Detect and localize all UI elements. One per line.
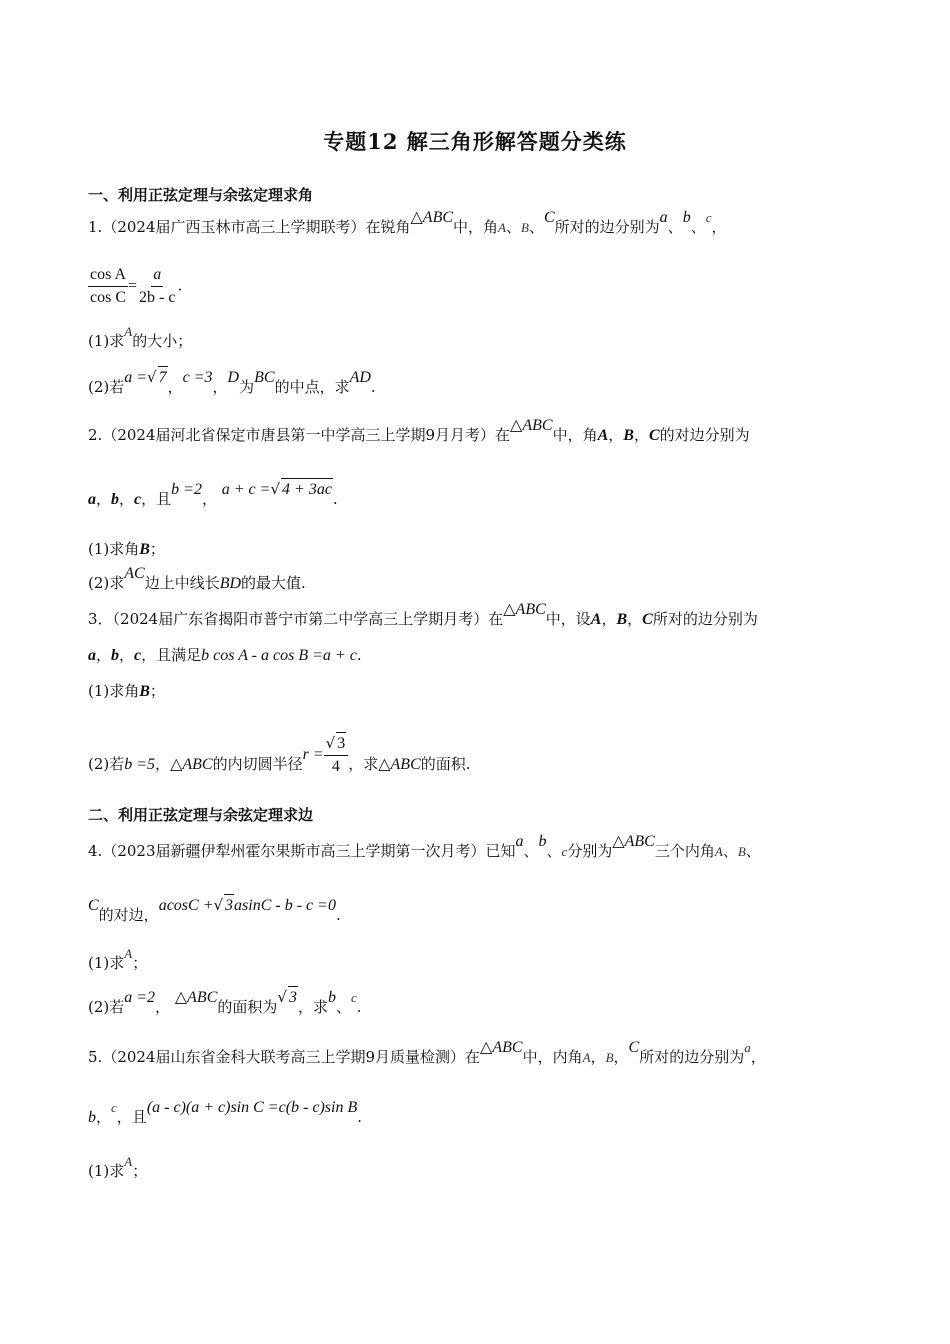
text: 为 [239,378,255,396]
problem-number: 1. [88,218,103,236]
triangle-symbol: △ABC [510,417,553,434]
triangle-symbol: △ABC [174,989,218,1006]
radical-icon: √ [213,896,224,914]
text: 的大小； [132,332,193,350]
math-a-eq: a =2 [124,989,156,1006]
radicand: 3 [288,986,298,1009]
text: 所对的边分别为 [554,218,660,236]
problem-source: （2024届山东省金科大联考高三上学期9月质量检测）在 [102,1048,481,1066]
text: ，且满足 [141,646,202,664]
numerator: a [151,264,163,287]
text: ，求 [348,755,379,773]
var-b: b [88,1109,96,1126]
text: . [357,1108,363,1126]
sqrt-7 [147,369,168,386]
section-heading-1: 一、利用正弦定理与余弦定理求角 [88,186,314,204]
text: 中，设 [545,610,591,628]
problem-number: 5. [88,1048,103,1066]
problem-4-question-1 [88,946,148,975]
problem-source: （2023届新疆伊犁州霍尔果斯市高三上学期第一次月考）已知 [102,842,516,860]
math-c: c =3 [182,369,213,386]
var-C: C [88,897,99,914]
text: . [356,998,362,1016]
text: . [356,646,362,664]
problem-4-condition [88,896,341,927]
sep: ， [201,490,217,508]
denominator: cos C [90,289,126,306]
problem-number: 4. [88,842,103,860]
triangle-symbol: △ABC [480,1039,523,1056]
var-B: B [616,611,628,628]
math-equation: (a - c)(a + c)sin C =c(b - c)sin B [146,1099,358,1116]
text: . [335,906,341,924]
text: 的最大值. [241,574,306,592]
text: 的面积. [420,755,471,773]
sep: 、 [506,218,522,236]
radical-icon: √ [270,480,281,498]
text: . [332,490,338,508]
var-c: c [350,990,357,1005]
math-equation: b cos A - a cos B =a + c [201,647,357,664]
var-C: C [642,611,653,628]
equals-sign: = [128,277,138,295]
radicand: 7 [158,366,168,389]
radical-icon: √ [147,368,157,386]
sep: 、 [523,842,539,860]
sep: ， [155,998,171,1016]
text: (1)求角 [88,540,140,558]
var-c: c [705,210,712,225]
var-c: c [561,844,568,859]
var-B: B [605,1050,614,1065]
var-A: A [597,427,609,444]
math-b-eq: b =5 [124,756,156,773]
sep: ， [119,490,135,508]
problem-5-condition [88,1099,363,1129]
text: ； [132,1162,148,1180]
text: (1)求 [88,1162,125,1180]
var-B: B [737,844,746,859]
sqrt-3 [277,989,298,1006]
math-sum: a + c = [221,481,271,498]
sqrt-3 [213,897,234,914]
fraction-right [137,264,177,309]
problem-2-conditions [88,480,338,511]
text: (1)求 [88,954,125,972]
problem-2-question-2 [88,565,306,595]
var-D: D [227,369,240,386]
problem-2-question-1 [88,538,165,561]
text: (1)求 [88,332,125,350]
triangle-symbol: △ABC [378,756,421,773]
text: (1)求角 [88,682,140,700]
text: 中，角 [552,426,598,444]
var-C: C [543,209,555,226]
problem-3-question-1 [88,680,165,703]
text: (2)求 [88,574,125,592]
sep: ， [590,1048,606,1066]
var-b: b [111,491,120,508]
sep: ， [633,426,649,444]
radicand: 3 [224,894,234,917]
triangle-symbol: △ABC [410,209,454,226]
triangle-symbol: △ABC [503,601,546,618]
sep: ， [155,755,171,773]
fraction-left [88,264,128,309]
math-r: r = [302,746,324,763]
text: ，且 [116,1108,147,1126]
radicand: 4 + 3ac [281,478,333,501]
var-A: A [124,1154,133,1169]
sep: 、 [335,998,351,1016]
text: ，求 [297,998,328,1016]
var-BD: BD [219,575,242,592]
problem-1-question-1 [88,324,193,353]
text: ， [711,218,727,236]
text: 分别为 [567,842,613,860]
text: 的对边， [98,906,159,924]
var-b: b [327,989,336,1006]
text: ； [149,540,165,558]
text: . [177,276,183,295]
sep: 、 [690,218,706,236]
var-c: c [134,647,142,664]
math-right: asinC - b - c =0 [234,897,336,914]
var-C: C [628,1039,640,1056]
var-b: b [682,209,691,226]
sep: ， [119,646,135,664]
problem-1-question-2 [88,368,376,399]
triangle-symbol: △ABC [170,756,213,773]
math-b-eq: b =2 [171,481,202,498]
var-BC: BC [254,369,275,386]
sep: ， [613,1048,629,1066]
var-c: c [134,491,142,508]
problem-3-question-2 [88,734,471,788]
sep: ， [96,1108,112,1126]
sep: 、 [722,842,738,860]
text: 的中点，求 [274,378,350,396]
numerator: cos A [88,264,128,287]
var-b: b [538,833,547,850]
var-c: c [111,1100,117,1115]
sep: 、 [528,218,544,236]
sep: 、 [745,842,761,860]
sep: ， [96,490,112,508]
var-B: B [139,541,150,558]
var-A: A [498,220,506,235]
problem-5-statement [88,1039,766,1069]
sep: ， [750,1048,766,1066]
var-A: A [590,611,602,628]
sep: ， [608,426,624,444]
problem-5-question-1 [88,1154,148,1183]
var-AC: AC [124,565,145,582]
var-A: A [582,1050,591,1065]
problem-number: 3． [88,610,113,628]
text: 的面积为 [217,998,278,1016]
sep: 、 [546,842,562,860]
var-a: a [88,491,96,508]
text: 所对的边分别为 [652,610,758,628]
radical-icon: √ [277,988,287,1006]
var-b: b [111,647,120,664]
text: . [370,378,376,396]
section-heading-2: 二、利用正弦定理与余弦定理求边 [88,806,314,824]
text: ，且 [141,490,172,508]
var-B: B [139,683,150,700]
var-B: B [521,220,529,235]
text: 所对的边分别为 [639,1048,745,1066]
var-B: B [623,427,634,444]
fraction-sqrt3-over-4 [324,732,349,778]
text: 三个内角 [654,842,715,860]
problem-1-equation [88,264,182,309]
denominator: 4 [331,758,340,775]
var-C: C [648,427,660,444]
text: 的对边分别为 [659,426,750,444]
text: 的内切圆半径 [212,755,303,773]
radical-icon: √ [325,734,336,752]
problem-4-question-2 [88,988,362,1019]
sep: ， [601,610,617,628]
var-A: A [714,844,723,859]
problem-1-statement [88,209,727,239]
sep: ， [212,378,228,396]
sep: ， [96,646,112,664]
problem-source: （2024届河北省保定市唐县第一中学高三上学期9月月考）在 [102,426,511,444]
triangle-symbol: △ABC [612,833,655,850]
text: ； [132,954,148,972]
var-a: a [515,833,524,850]
problem-3-conditions [88,644,362,667]
var-a: a [744,1040,751,1055]
text: (2)若 [88,998,125,1016]
problem-2-statement [88,417,750,447]
denominator: 2b - c [139,289,176,306]
var-A: A [124,946,133,961]
page-title: 专题12 解三角形解答题分类练 [323,129,627,154]
problem-source: （2024届广西玉林市高三上学期联考）在锐角 [102,218,411,236]
problem-number: 2. [88,426,103,444]
text: 中，内角 [522,1048,583,1066]
math-a: a = [124,369,148,386]
sep: ， [627,610,643,628]
var-a: a [88,647,96,664]
var-AD: AD [349,369,371,386]
sqrt-expr [270,481,332,498]
text: 中，角 [453,218,499,236]
text: ； [149,682,165,700]
radicand: 3 [336,732,346,755]
text: 边上中线长 [144,574,220,592]
problem-4-statement [88,833,761,863]
var-a: a [659,209,668,226]
problem-3-statement [88,601,758,631]
problem-source: （2024届广东省揭阳市普宁市第二中学高三上学期月考）在 [112,610,504,628]
text: (2)若 [88,378,125,396]
var-A: A [124,324,133,339]
numerator [324,732,349,756]
text: (2)若 [88,755,125,773]
math-left: acosC + [158,897,214,914]
sep: 、 [667,218,683,236]
sep: ， [167,378,183,396]
